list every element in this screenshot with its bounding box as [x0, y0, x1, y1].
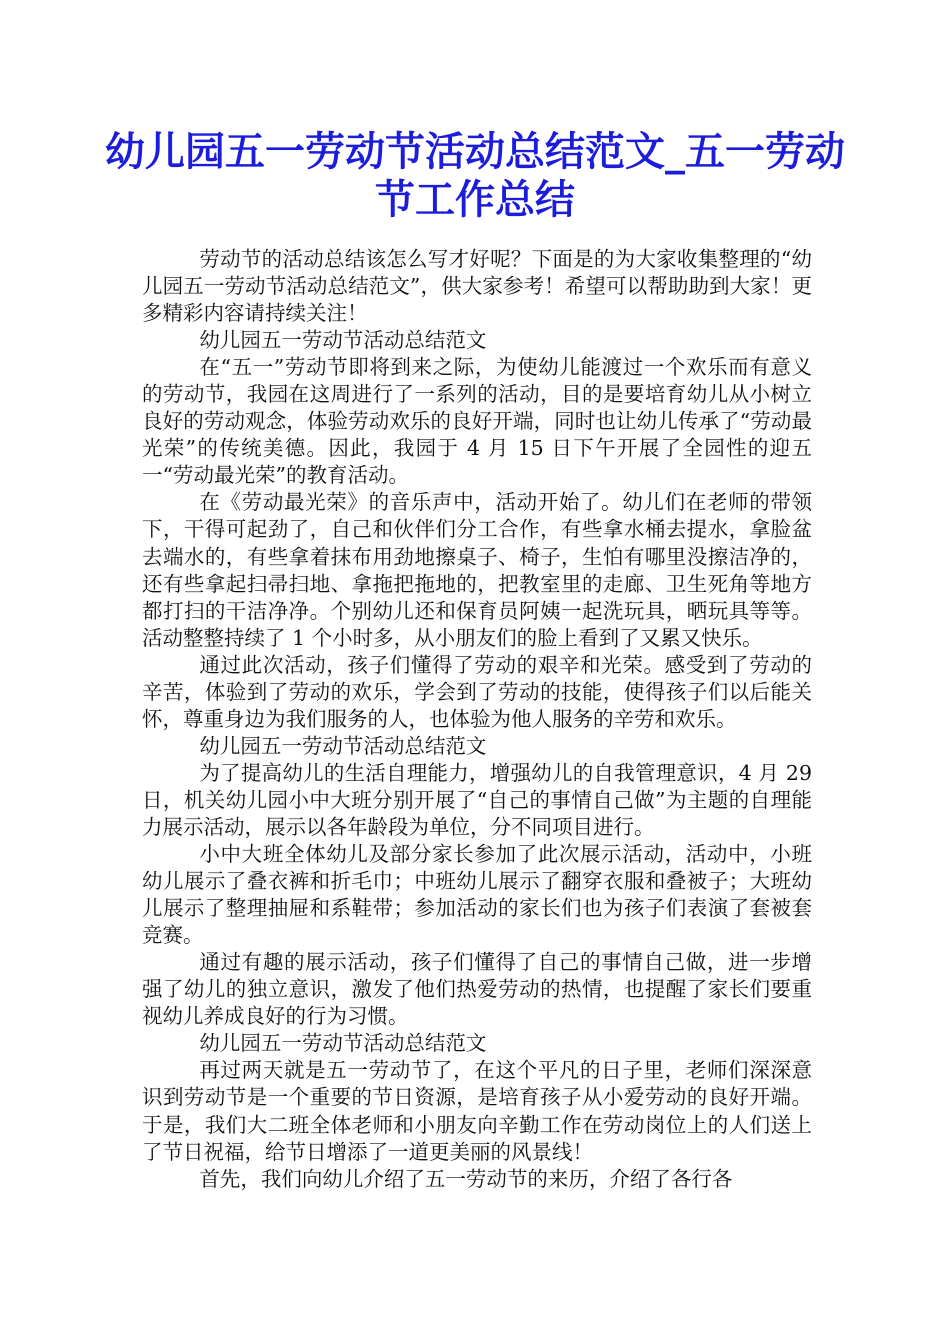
- paragraph: 首先，我们向幼儿介绍了五一劳动节的来历，介绍了各行各: [199, 1166, 733, 1191]
- section-heading: 幼儿园五一劳动节活动总结范文: [199, 733, 487, 758]
- document-body: [142, 246, 812, 1193]
- section-heading: 幼儿园五一劳动节活动总结范文: [199, 328, 487, 353]
- document-title: 幼儿园五一劳动节活动总结范文_五一劳动节工作总结: [105, 128, 845, 223]
- paragraph: 在《劳动最光荣》的音乐声中，活动开始了。幼儿们在老师的带领下，干得可起劲了，自己和伙伴们分工合作，有些拿水桶去提水，拿脸盆去端水的，有些拿着抹布用劲地擦桌子、椅子，生怕有哪里没擦洁净的，还有些拿起扫帚扫地、拿拖把拖地的，把教室里的走廊、卫生死角等地方都打扫的干洁净净。个别幼儿还和保育员阿姨一起洗玩具，晒玩具等等。活动整整持续了 1 个小时多，从小朋友们的脸上看到了又累又快乐。: [142, 490, 812, 650]
- paragraph: 通过此次活动，孩子们懂得了劳动的艰辛和光荣。感受到了劳动的辛苦，体验到了劳动的欢乐，学会到了劳动的技能，使得孩子们以后能关怀，尊重身边为我们服务的人，也体验为他人服务的辛劳和欢乐。: [142, 652, 812, 731]
- paragraph: 在“五一”劳动节即将到来之际，为使幼儿能渡过一个欢乐而有意义的劳动节，我园在这周进行了一系列的活动，目的是要培育幼儿从小树立良好的劳动观念，体验劳动欢乐的良好开端，同时也让幼儿传承了“劳动最光荣”的传统美德。因此，我园于 4 月 15 日下午开展了全园性的迎五一“劳动最光荣”的教育活动。: [142, 355, 812, 488]
- paragraph: 通过有趣的展示活动，孩子们懂得了自己的事情自己做，进一步增强了幼儿的独立意识，激发了他们热爱劳动的热情，也提醒了家长们要重视幼儿养成良好的行为习惯。: [142, 950, 812, 1029]
- section-heading: 幼儿园五一劳动节活动总结范文: [199, 1031, 487, 1056]
- paragraph: 再过两天就是五一劳动节了，在这个平凡的日子里，老师们深深意识到劳动节是一个重要的节日资源，是培育孩子从小爱劳动的良好开端。于是，我们大二班全体老师和小朋友向辛勤工作在劳动岗位上的人们送上了节日祝福，给节日增添了一道更美丽的风景线！: [142, 1058, 812, 1164]
- paragraph: 小中大班全体幼儿及部分家长参加了此次展示活动，活动中，小班幼儿展示了叠衣裤和折毛巾；中班幼儿展示了翻穿衣服和叠被子；大班幼儿展示了整理抽屉和系鞋带；参加活动的家长们也为孩子们表演了套被套竞赛。: [142, 842, 812, 948]
- paragraph-intro: 劳动节的活动总结该怎么写才好呢？下面是的为大家收集整理的“幼儿园五一劳动节活动总结范文”，供大家参考！希望可以帮助助到大家！更多精彩内容请持续关注！: [142, 247, 812, 326]
- paragraph: 为了提高幼儿的生活自理能力，增强幼儿的自我管理意识，4 月 29 日，机关幼儿园小中大班分别开展了“自己的事情自己做”为主题的自理能力展示活动，展示以各年龄段为单位，分不同项目进行。: [142, 760, 812, 839]
